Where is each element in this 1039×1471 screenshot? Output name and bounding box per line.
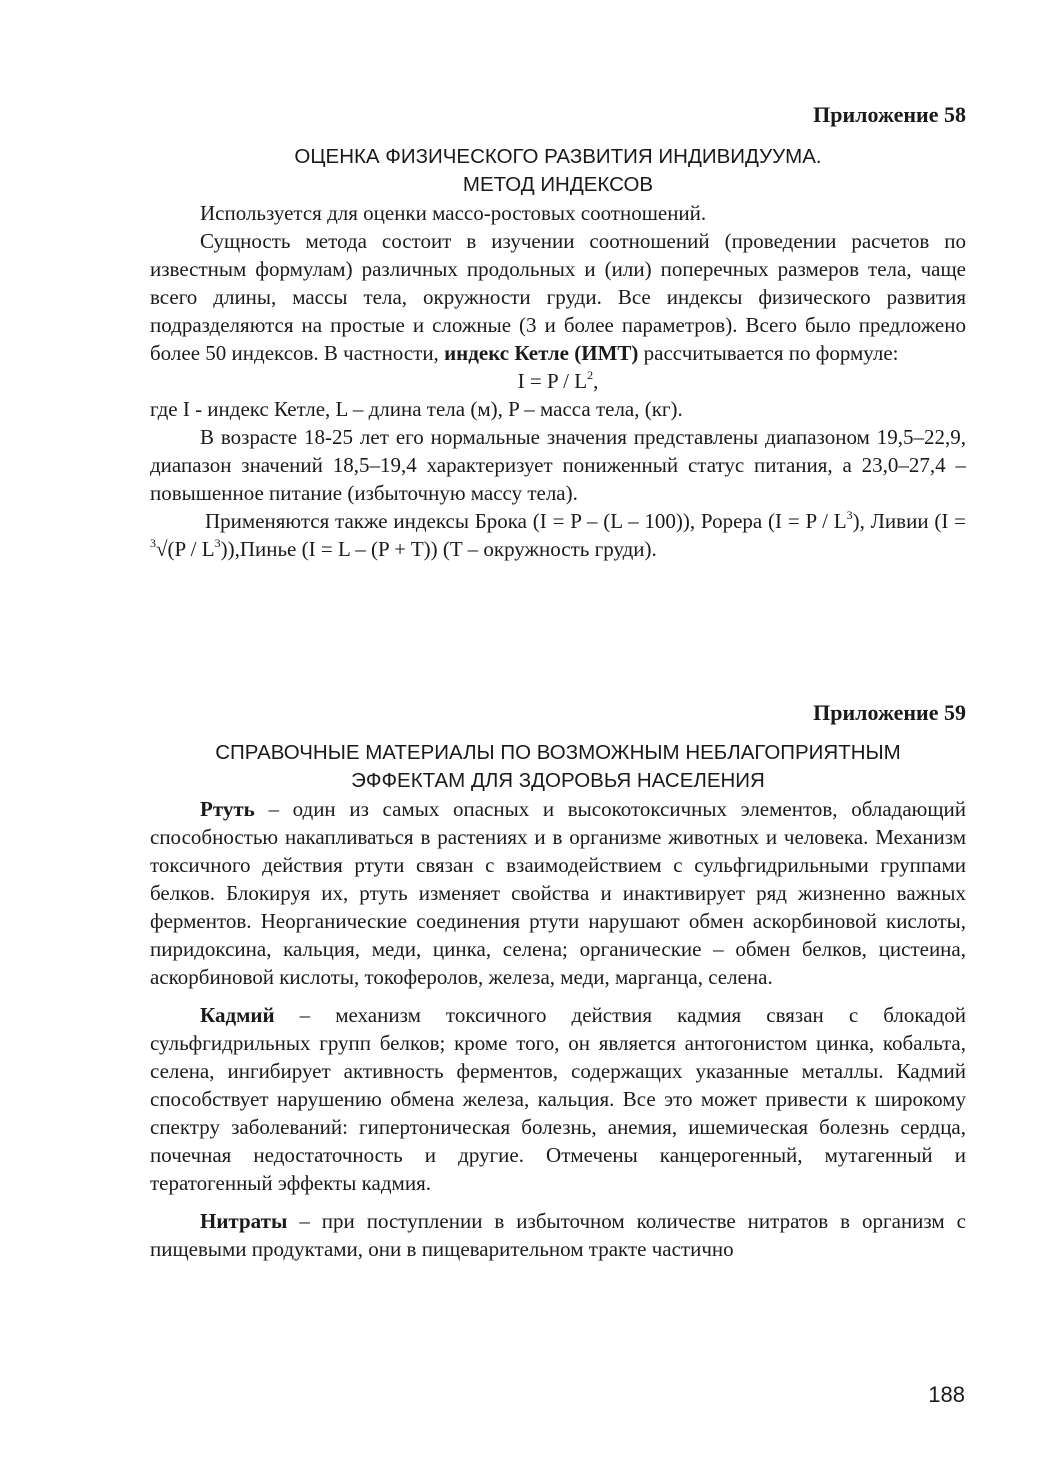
page-number: 188 [928,1382,965,1407]
paragraph-other-indices: Применяются также индексы Брока (I = P – (L – 100)), Рорера $(I = P / L^3)$, Ливии $(I = ^3√(P / L^3)),Пинье$ (I = L – (P + T)) (T – окружность груди). [150,508,966,561]
appendix-59-heading: Приложение 59 [813,700,966,725]
paragraph-normal-values: В возрасте 18-25 лет его нормальные значения представлены диапазоном 19,5–22,9, диапазон значений 18,5–19,4 характеризует пониженный статус питания, а 23,0–27,4 – повышенное питание (избыточную массу тела). [150,425,966,505]
appendix-59-title-line1: СПРАВОЧНЫЕ МАТЕРИАЛЫ ПО ВОЗМОЖНЫМ НЕБЛАГОПРИЯТНЫМ [215,741,901,764]
appendix-58-heading: Приложение 58 [813,102,966,127]
mercury-term: Ртуть [200,797,255,821]
paragraph-nitrates: Нитраты – при поступлении в избыточном количестве нитратов в организм с пищевыми продуктами, они в пищеварительном тракте частично [150,1209,966,1261]
nitrates-term: Нитраты [200,1209,288,1233]
quetelet-formula: $I = P / L^2$, [517,368,599,393]
paragraph-cadmium: Кадмий – механизм токсичного действия кадмия связан с блокадой сульфгидрильных групп белков; кроме того, он является антогонистом цинка, кобальта, селена, ингибирует активность ферментов, содержащих указанные металлы. Кадмий способствует нарушению обмена железа, кальция. Все это может привести к широкому спектру заболеваний: гипертоническая болезнь, анемия, ишемическая болезнь сердца, почечная недостаточность и другие. Отмечены канцерогенный, мутагенный и тератогенный эффекты кадмия. [150,1003,966,1195]
appendix-58-title-line1: ОЦЕНКА ФИЗИЧЕСКОГО РАЗВИТИЯ ИНДИВИДУУМА. [294,145,822,168]
appendix-58-title-line2: МЕТОД ИНДЕКСОВ [462,173,654,196]
appendix-59-title-line2: ЭФФЕКТАМ ДЛЯ ЗДОРОВЬЯ НАСЕЛЕНИЯ [351,769,765,792]
appendix-58 [150,101,966,563]
paragraph-mercury: Ртуть – один из самых опасных и высокотоксичных элементов, обладающий способностью накапливаться в растениях и в организме животных и человека. Механизм токсичного действия ртути связан с взаимодействием с сульфгидрильными группами белков. Блокируя их, ртуть изменяет свойства и инактивирует ряд жизненно важных ферментов. Неорганические соединения ртути нарушают обмен аскорбиновой кислоты, пиридоксина, кальция, меди, цинка, селена; органические – обмен белков, цистеина, аскорбиновой кислоты, токоферолов, железа, меди, марганца, селена. [150,797,966,989]
quetelet-index-term: индекс Кетле (ИМТ) [444,341,639,365]
cadmium-term: Кадмий [200,1003,275,1027]
paragraph-method: Сущность метода состоит в изучении соотношений (проведении расчетов по известным формулам) различных продольных и (или) поперечных размеров тела, чаще всего длины, массы тела, окружности груди. Все индексы физического развития подразделяются на простые и сложные (3 и более параметров). Всего было предложено более 50 индексов. В частности, индекс Кетле (ИМТ) рассчитывается по формуле: [150,229,966,365]
paragraph-usage: Используется для оценки массо-ростовых соотношений. [200,201,707,225]
appendix-59 [150,699,966,1263]
formula-legend: где I - индекс Кетле, L – длина тела (м), P – масса тела, (кг). [150,397,683,421]
